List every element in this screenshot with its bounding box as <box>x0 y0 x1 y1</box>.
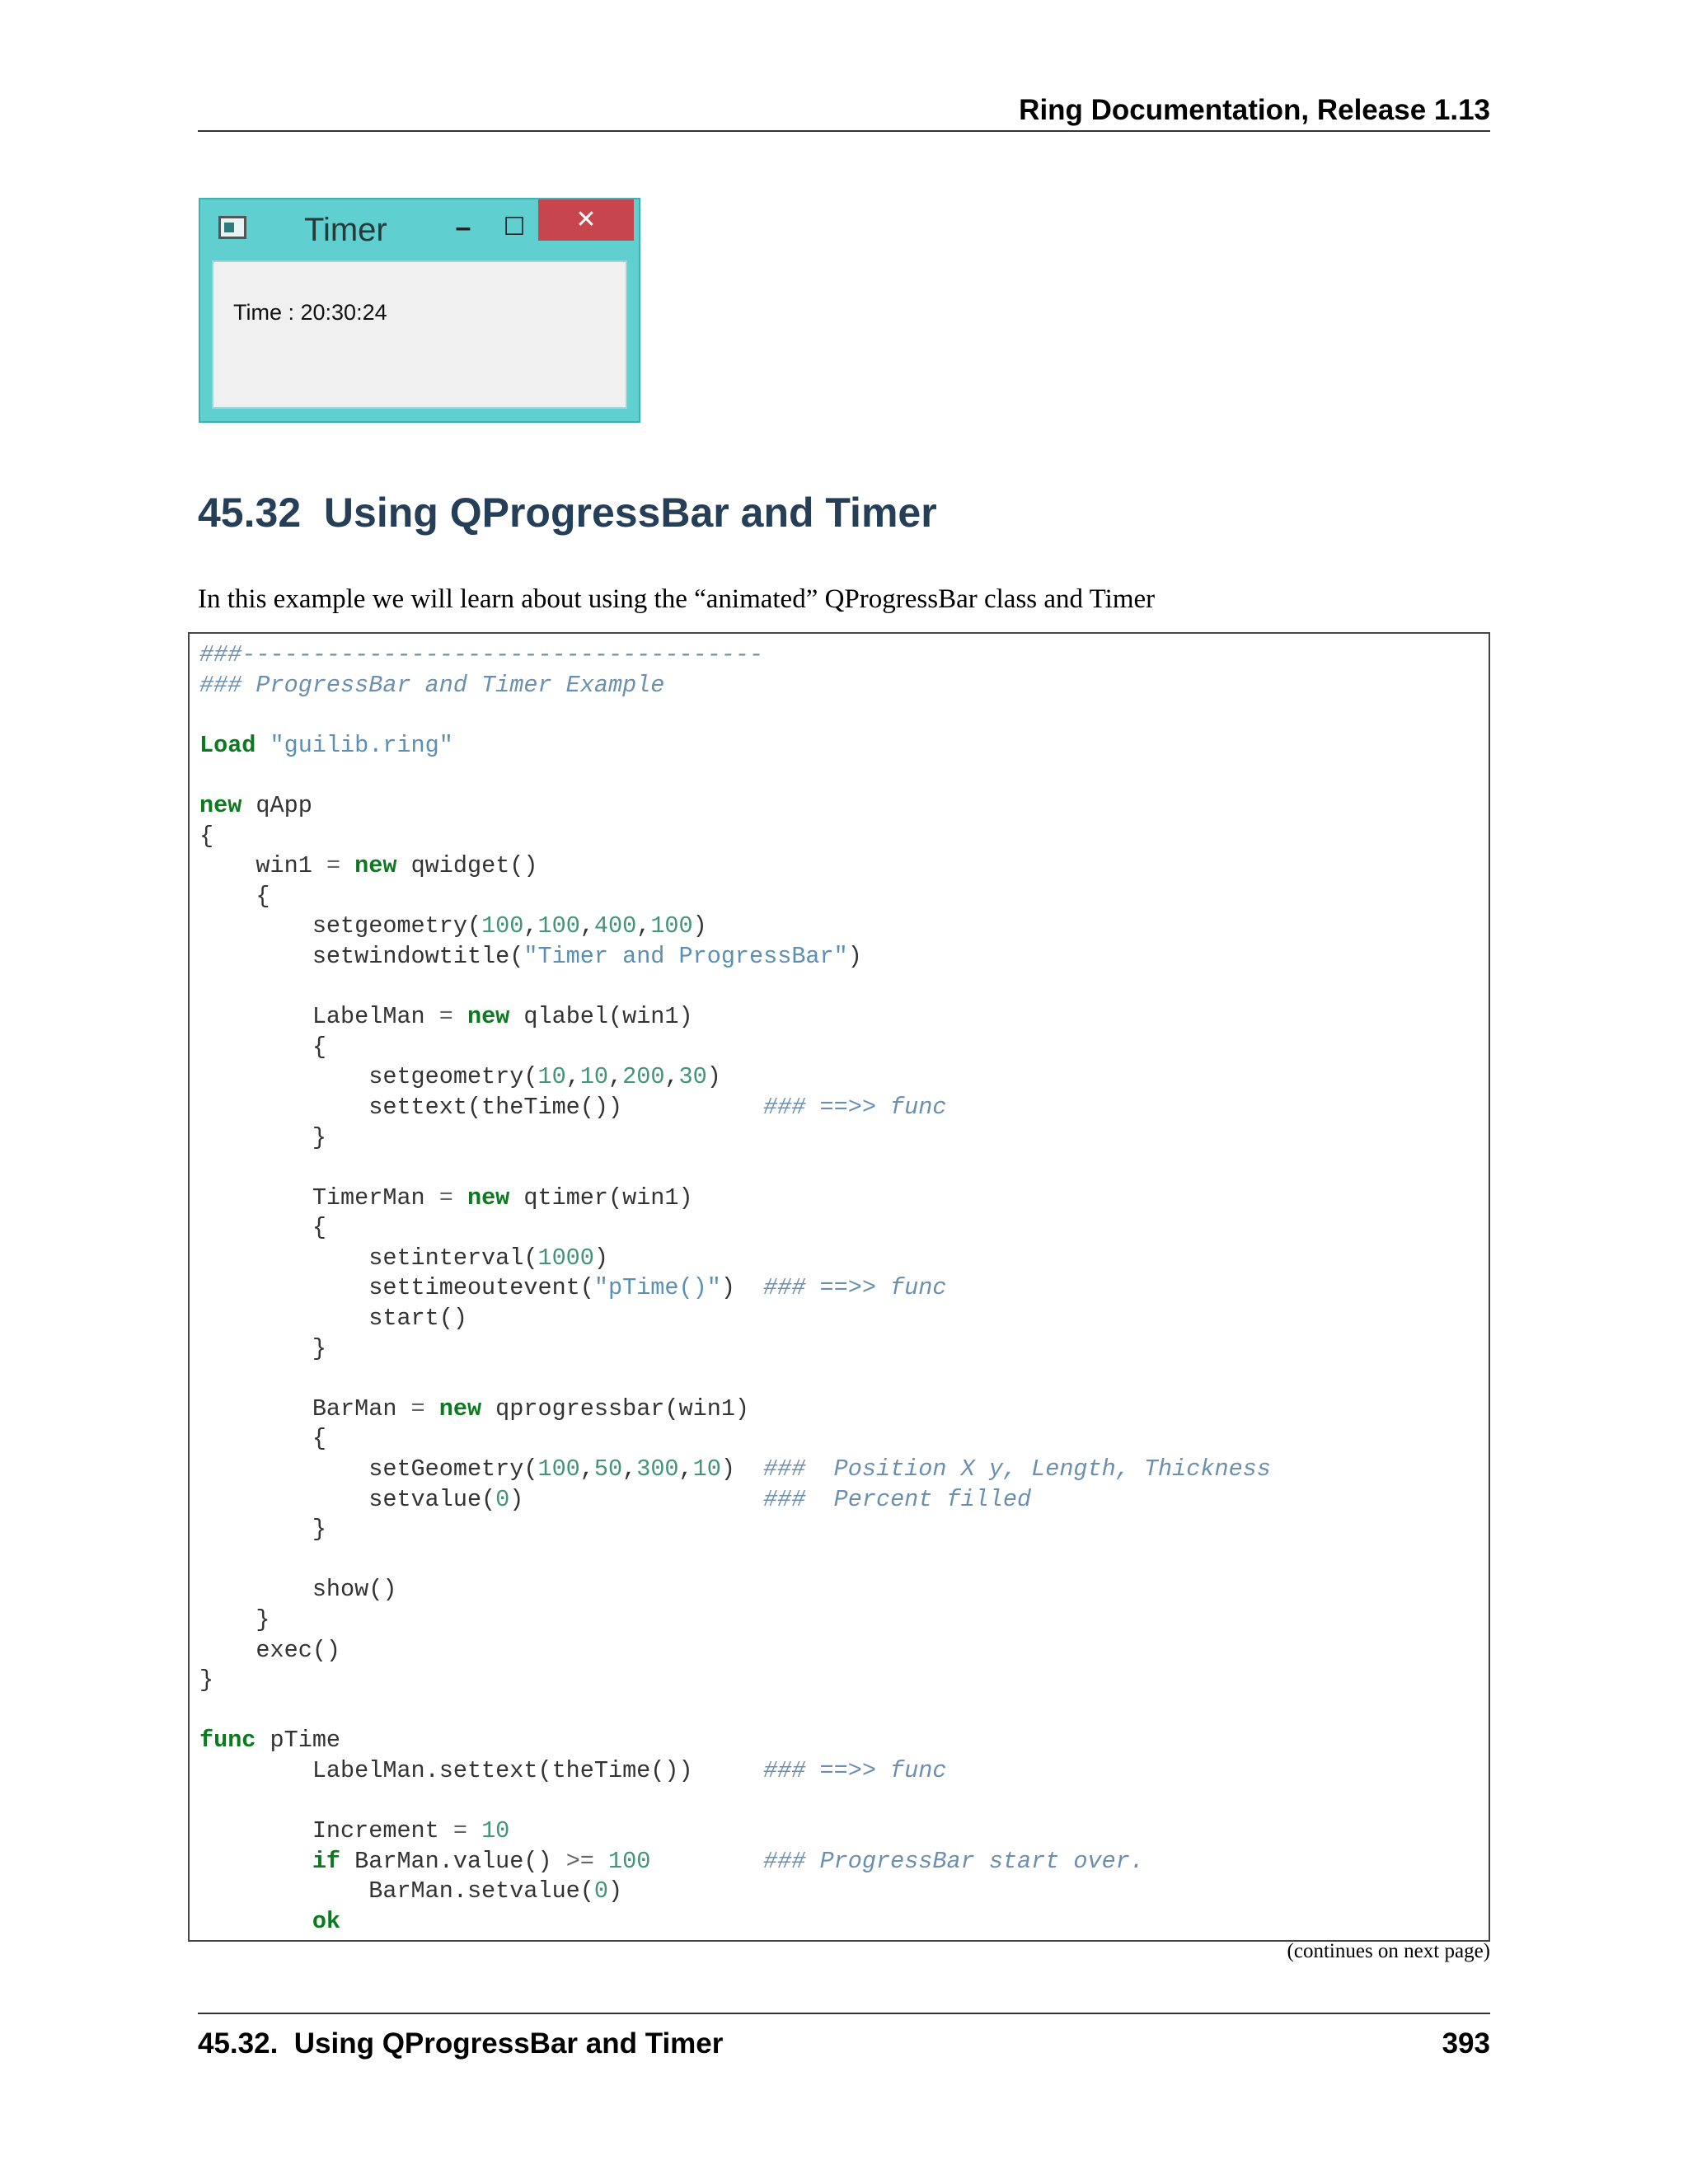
code-line <box>199 1907 1271 1938</box>
section-heading <box>198 488 937 537</box>
section-number: 45.32 <box>198 490 302 536</box>
code-token: { <box>199 1214 326 1242</box>
code-line <box>199 942 1271 972</box>
code-line <box>199 701 1271 731</box>
code-token: ) <box>509 1485 764 1513</box>
code-token: , <box>622 1455 637 1483</box>
code-token: qlabel(win1) <box>509 1003 693 1031</box>
code-token: ### Percent filled <box>763 1485 1032 1513</box>
code-line <box>199 640 1271 671</box>
code-token: 0 <box>495 1485 510 1513</box>
code-token: 100 <box>650 912 693 940</box>
code-line <box>199 912 1271 942</box>
code-token: 30 <box>678 1063 707 1091</box>
window-title: Timer <box>304 212 387 248</box>
code-token: } <box>199 1516 326 1544</box>
code-line <box>199 1636 1271 1666</box>
code-token: } <box>199 1334 326 1362</box>
code-token: , <box>664 1063 679 1091</box>
code-line <box>199 761 1271 791</box>
code-token: Increment <box>199 1817 453 1845</box>
code-token: ### ==>> func <box>763 1093 947 1121</box>
intro-paragraph: In this example we will learn about using the “animated” QProgressBar class and Timer <box>198 584 1156 614</box>
code-token: = <box>438 1003 453 1031</box>
close-icon[interactable]: ✕ <box>538 199 634 241</box>
code-token: >= <box>565 1847 594 1875</box>
document-title: Ring Documentation, Release 1.13 <box>1019 94 1490 126</box>
code-token: 300 <box>636 1455 679 1483</box>
code-line <box>199 1455 1271 1485</box>
code-token: TimerMan <box>199 1183 439 1212</box>
code-token: qtimer(win1) <box>509 1183 693 1212</box>
code-token: 100 <box>608 1847 651 1875</box>
code-line <box>199 1515 1271 1545</box>
code-line <box>199 1787 1271 1817</box>
code-token: } <box>199 1123 326 1151</box>
code-token: new <box>438 1394 482 1422</box>
code-line <box>199 1183 1271 1214</box>
timer-window-screenshot <box>199 198 640 423</box>
code-line <box>199 1153 1271 1183</box>
code-token: ### ProgressBar start over. <box>763 1847 1144 1875</box>
code-line <box>199 791 1271 822</box>
code-token: , <box>523 912 538 940</box>
code-token: 100 <box>537 912 580 940</box>
code-token: = <box>410 1394 425 1422</box>
code-line <box>199 1304 1271 1334</box>
code-line <box>199 1334 1271 1365</box>
code-token: func <box>199 1727 256 1755</box>
code-token: ) <box>847 942 862 970</box>
code-line <box>199 1002 1271 1033</box>
code-line <box>199 671 1271 701</box>
code-lines <box>199 640 1271 1938</box>
code-token <box>453 1184 467 1212</box>
code-line <box>199 1033 1271 1063</box>
minimize-icon[interactable]: – <box>455 212 471 243</box>
code-line <box>199 1696 1271 1727</box>
page-number: 393 <box>1442 2027 1490 2060</box>
code-line <box>199 1244 1271 1274</box>
code-token: { <box>199 1425 326 1453</box>
code-token: ) <box>720 1274 764 1302</box>
code-token: ) <box>608 1877 623 1905</box>
code-token <box>425 1395 439 1422</box>
code-line <box>199 882 1271 912</box>
code-token: settimeoutevent( <box>199 1274 594 1302</box>
code-token: ### ==>> func <box>763 1756 947 1784</box>
code-token: ) <box>706 1063 721 1091</box>
code-line <box>199 731 1271 762</box>
page-header <box>198 92 1490 132</box>
code-token: 10 <box>579 1063 609 1091</box>
continues-note: (continues on next page) <box>1287 1940 1490 1962</box>
code-token <box>199 1848 312 1875</box>
code-token: { <box>199 822 214 850</box>
code-token: setgeometry( <box>199 1063 538 1091</box>
code-token: new <box>354 852 397 880</box>
code-token: win1 <box>199 852 326 880</box>
code-token: 10 <box>692 1455 721 1483</box>
code-token: setgeometry( <box>199 912 482 940</box>
code-token: , <box>565 1063 580 1091</box>
code-line <box>199 1847 1271 1877</box>
code-token: "guilib.ring" <box>270 731 453 759</box>
code-token: , <box>579 912 594 940</box>
code-token: pTime <box>256 1727 341 1755</box>
code-line <box>199 972 1271 1003</box>
code-token: setwindowtitle( <box>199 942 524 970</box>
code-line <box>199 1485 1271 1516</box>
code-token: , <box>636 912 651 940</box>
code-line <box>199 1575 1271 1605</box>
code-token: } <box>199 1606 270 1633</box>
code-token: 10 <box>537 1063 566 1091</box>
code-token: "Timer and ProgressBar" <box>523 942 848 970</box>
code-token: BarMan <box>199 1394 411 1422</box>
code-line <box>199 1364 1271 1394</box>
window-app-icon <box>218 216 246 239</box>
code-token: , <box>608 1063 623 1091</box>
code-token: qApp <box>241 791 312 819</box>
code-token: ) <box>692 912 707 940</box>
time-label: Time : 20:30:24 <box>233 300 387 325</box>
code-line <box>199 1062 1271 1093</box>
code-line <box>199 1726 1271 1756</box>
code-token: ) <box>593 1244 608 1272</box>
code-token <box>453 1003 467 1030</box>
maximize-icon[interactable]: ☐ <box>503 213 526 241</box>
code-token: LabelMan <box>199 1003 439 1031</box>
code-token: qprogressbar(win1) <box>481 1394 750 1422</box>
code-token <box>340 852 354 879</box>
code-token <box>467 1817 481 1844</box>
code-token: { <box>199 882 270 910</box>
code-token: "pTime()" <box>593 1274 721 1302</box>
code-token: setvalue( <box>199 1485 496 1513</box>
code-line <box>199 1877 1271 1907</box>
code-token: LabelMan.settext(theTime()) <box>199 1756 764 1784</box>
code-line <box>199 1093 1271 1123</box>
code-token: new <box>199 791 242 819</box>
code-line <box>199 1213 1271 1244</box>
code-line <box>199 822 1271 852</box>
code-token: exec() <box>199 1636 341 1664</box>
code-token: settext(theTime()) <box>199 1093 764 1121</box>
code-token: setGeometry( <box>199 1455 538 1483</box>
code-token: ###------------------------------------- <box>199 641 764 668</box>
code-line <box>199 1666 1271 1696</box>
code-token: setinterval( <box>199 1244 538 1272</box>
code-token: ### ProgressBar and Timer Example <box>199 671 665 699</box>
code-token: new <box>467 1003 510 1031</box>
code-token: , <box>678 1455 693 1483</box>
code-token <box>256 732 270 759</box>
code-token <box>594 1848 608 1875</box>
code-token: , <box>579 1455 594 1483</box>
section-title: Using QProgressBar and Timer <box>323 490 937 536</box>
code-token: 200 <box>622 1063 665 1091</box>
code-token: ### ==>> func <box>763 1274 947 1302</box>
code-token: ) <box>720 1455 764 1483</box>
code-token: new <box>467 1183 510 1212</box>
code-token: qwidget() <box>396 852 538 880</box>
code-line <box>199 1545 1271 1576</box>
code-token: 50 <box>593 1455 623 1483</box>
code-token: ### Position X y, Length, Thickness <box>763 1455 1271 1483</box>
code-token: BarMan.setvalue( <box>199 1877 594 1905</box>
code-line <box>199 1605 1271 1636</box>
code-token: BarMan.value() <box>340 1847 566 1875</box>
code-line <box>199 1424 1271 1455</box>
code-block <box>188 632 1490 1942</box>
code-token: Load <box>199 731 256 759</box>
code-token: { <box>199 1033 326 1061</box>
code-token: = <box>326 852 341 880</box>
code-line <box>199 1394 1271 1425</box>
code-line <box>199 1816 1271 1847</box>
code-token <box>199 1908 312 1935</box>
code-line <box>199 1756 1271 1787</box>
code-token: 0 <box>593 1877 608 1905</box>
code-token: 100 <box>537 1455 580 1483</box>
code-line <box>199 1273 1271 1304</box>
code-token: } <box>199 1666 214 1694</box>
code-token: = <box>452 1817 467 1845</box>
code-token: if <box>312 1847 341 1875</box>
code-token: = <box>438 1183 453 1212</box>
code-token <box>650 1848 763 1875</box>
window-client-area <box>212 260 627 409</box>
code-token: 100 <box>481 912 524 940</box>
footer-section-title: 45.32. Using QProgressBar and Timer <box>198 2027 724 2060</box>
code-token: show() <box>199 1576 397 1604</box>
code-token: 400 <box>593 912 637 940</box>
page-footer <box>198 2013 1490 2064</box>
code-line <box>199 1123 1271 1154</box>
code-token: 10 <box>481 1817 510 1845</box>
code-token: ok <box>312 1907 341 1935</box>
code-token: 1000 <box>537 1244 594 1272</box>
code-token: start() <box>199 1305 467 1333</box>
code-line <box>199 851 1271 882</box>
